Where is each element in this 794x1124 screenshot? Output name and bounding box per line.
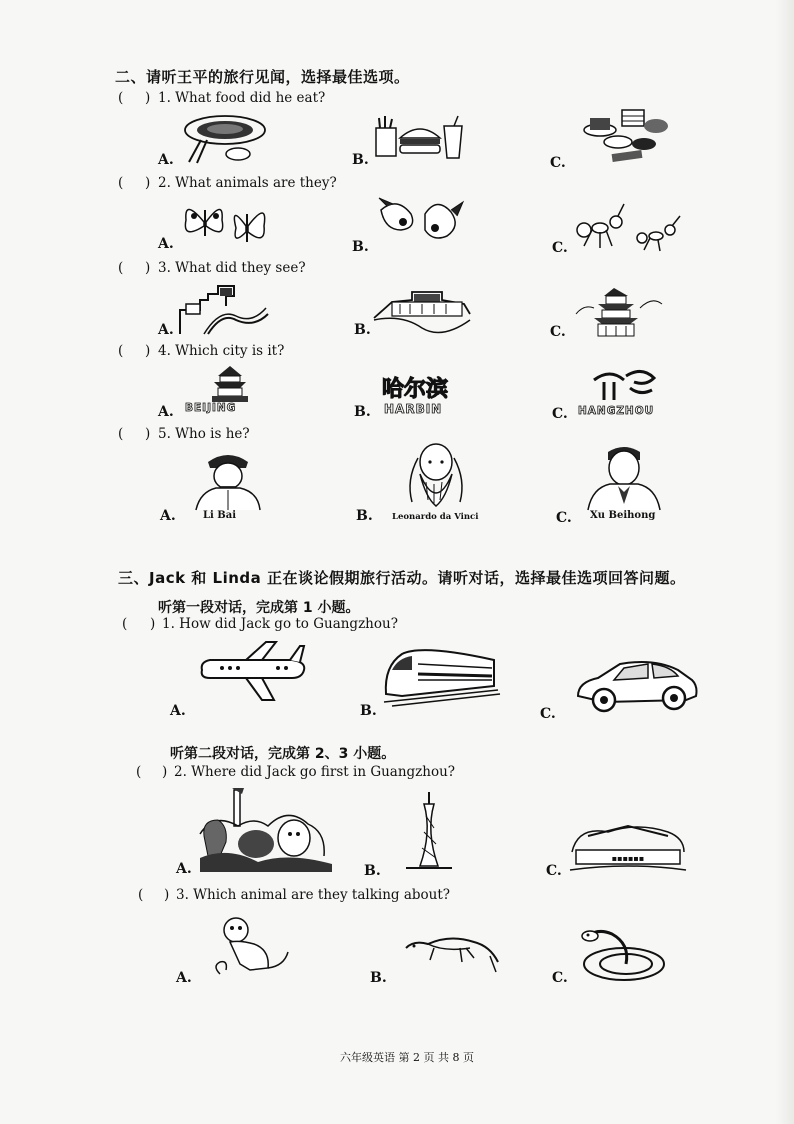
high-speed-train-image (382, 640, 502, 708)
answer-paren-close: ) (145, 426, 151, 442)
great-wall-image (178, 280, 270, 336)
answer-paren-open: ( (118, 90, 124, 106)
ants-image (570, 200, 690, 252)
question-text: 5. Who is he? (158, 426, 250, 442)
potala-palace-image (372, 284, 472, 340)
option-label-b: B. (364, 863, 381, 879)
option-label-a: A. (158, 404, 174, 420)
park-gate-image (568, 822, 688, 876)
snake-image (578, 924, 670, 984)
person-label-leonardo-da-vinci: Leonardo da Vinci (392, 512, 479, 522)
page-footer: 六年级英语 第 2 页 共 8 页 (340, 1051, 474, 1064)
option-label-c: C. (546, 863, 562, 879)
answer-paren-close: ) (145, 343, 151, 359)
xu-beihong-portrait (584, 442, 664, 510)
option-label-c: C. (550, 324, 566, 340)
zoo-animals-image (198, 786, 334, 872)
answer-paren-close: ) (164, 887, 170, 903)
section-2-title: 二、请听王平的旅行见闻，选择最佳选项。 (115, 68, 410, 86)
hangzhou-logo (590, 366, 660, 404)
li-bai-portrait (190, 448, 266, 510)
svg-text:▪▪▪▪▪▪: ▪▪▪▪▪▪ (611, 854, 645, 863)
city-label-hangzhou: HANGZHOU (578, 405, 655, 417)
option-label-c: C. (550, 155, 566, 171)
option-label-a: A. (158, 236, 174, 252)
option-label-b: B. (354, 322, 371, 338)
lizard-image (404, 926, 500, 976)
part-2-instruction: 听第二段对话，完成第 2、3 小题。 (170, 746, 396, 762)
page-edge-shadow (776, 0, 794, 1124)
answer-paren-close: ) (150, 616, 156, 632)
car-image (574, 656, 700, 716)
answer-paren-close: ) (162, 764, 168, 780)
question-text: 1. What food did he eat? (158, 90, 326, 106)
question-text: 1. How did Jack go to Guangzhou? (162, 616, 398, 632)
option-label-b: B. (356, 508, 373, 524)
option-label-c: C. (552, 970, 568, 986)
option-label-a: A. (176, 861, 192, 877)
airplane-image (196, 640, 308, 702)
city-label-harbin: HARBIN (384, 402, 443, 416)
butterflies-image (180, 196, 270, 248)
option-label-a: A. (176, 970, 192, 986)
leonardo-da-vinci-portrait (396, 440, 476, 512)
answer-paren-open: ( (122, 616, 128, 632)
birds-image (377, 196, 467, 248)
answer-paren-open: ( (118, 175, 124, 191)
option-label-a: A. (160, 508, 176, 524)
answer-paren-open: ( (138, 887, 144, 903)
noodle-bowl-image (183, 110, 268, 165)
option-label-b: B. (352, 239, 369, 255)
question-text: 3. What did they see? (158, 260, 306, 276)
dim-sum-image (580, 108, 670, 163)
option-label-a: A. (158, 152, 174, 168)
section-3-title: 三、Jack 和 Linda 正在谈论假期旅行活动。请听对话，选择最佳选项回答问题。 (118, 569, 686, 587)
temple-of-heaven-logo (210, 364, 250, 404)
question-text: 3. Which animal are they talking about? (176, 887, 451, 903)
answer-paren-open: ( (118, 426, 124, 442)
part-1-instruction: 听第一段对话，完成第 1 小题。 (158, 600, 360, 616)
question-text: 2. What animals are they? (158, 175, 337, 191)
option-label-c: C. (552, 240, 568, 256)
person-label-li-bai: Li Bai (203, 510, 237, 521)
answer-paren-close: ) (145, 90, 151, 106)
option-label-c: C. (556, 510, 572, 526)
option-label-c: C. (552, 406, 568, 422)
yellow-crane-tower-image (574, 284, 664, 342)
option-label-a: A. (170, 703, 186, 719)
question-text: 4. Which city is it? (158, 343, 285, 359)
option-label-b: B. (352, 152, 369, 168)
monkey-image (210, 914, 292, 980)
option-label-b: B. (354, 404, 371, 420)
answer-paren-open: ( (136, 764, 142, 780)
answer-paren-open: ( (118, 343, 124, 359)
fast-food-image (374, 116, 466, 160)
answer-paren-close: ) (145, 175, 151, 191)
city-label-beijing: BEIJING (185, 402, 237, 414)
harbin-chinese-logo (380, 374, 470, 402)
person-label-xu-beihong: Xu Beihong (590, 510, 656, 521)
svg-text:哈尔滨: 哈尔滨 (382, 377, 449, 402)
question-text: 2. Where did Jack go first in Guangzhou? (174, 764, 456, 780)
option-label-a: A. (158, 322, 174, 338)
canton-tower-image (404, 792, 454, 870)
answer-paren-close: ) (145, 260, 151, 276)
option-label-c: C. (540, 706, 556, 722)
option-label-b: B. (360, 703, 377, 719)
option-label-b: B. (370, 970, 387, 986)
answer-paren-open: ( (118, 260, 124, 276)
